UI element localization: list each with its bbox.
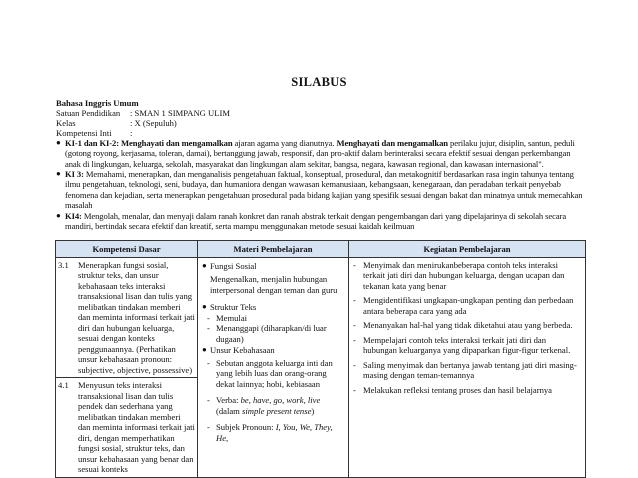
bullet-icon: ●: [56, 138, 61, 147]
verba-tense: simple present tense: [242, 405, 312, 416]
materi-sub-item-verba: - Verba: be, have, go, work, live (dalam simple present tense): [207, 395, 321, 416]
verba-italic: be, have, go, work, live: [240, 395, 321, 406]
ki-item-1: [56, 138, 586, 169]
subjek-italic: I, You, We, They, He,: [216, 422, 333, 443]
meta-label: Kelas: [56, 118, 76, 128]
materi-struktur-teks: [202, 302, 345, 312]
kd-text: Menerapkan fungsi sosial, struktur teks, dan unsur kebahasaan teks interaksi transaksional lisan dan tulis yang melibatkan tindakan memberi dan meminta informasi terkait jati diri dan hubungan keluarga, sesuai dengan konteks penggunaannya. (Perhatikan unsur kebahasaan pronoun: subjective, objective, possessive): [78, 260, 195, 375]
kd-item-3-1: [56, 258, 197, 378]
materi-sub-item: - Menanggapi (diharapkan/di luar dugaan): [207, 323, 345, 344]
bullet-icon: ●: [202, 302, 207, 312]
table-header-row: [56, 241, 586, 258]
verba-end: ): [311, 405, 315, 416]
ki-text: perilaku jujur, disiplin, santun, peduli (gotong royong, kerjasama, toleran, damai), bertanggung jawab, responsif, dan pro-aktif dalam berinteraksi secara efektif sesuai dengan perkembangan anak di lingkungan, keluarga, sekolah, masyarakat dan lingkungan alam sekitar, bangsa, negara, kawasan regional, dan kawasan internasional".: [65, 138, 575, 169]
kegiatan-text: Menyimak dan menirukanbeberapa contoh teks interaksi terkait jati diri dan hubungan keluarga, dengan ucapan dan tekanan kata yang benar: [363, 260, 565, 291]
meta-label: Satuan Pendidikan: [56, 108, 121, 118]
kegiatan-text: Mengidentifikasi ungkapan-ungkapan penting dan perbedaan antara beberapa cara yang ada: [363, 295, 574, 316]
ki-bold: KI 3:: [65, 169, 84, 179]
materi-heading: Fungsi Sosial: [210, 261, 257, 271]
meta-row-satuan: [56, 108, 230, 118]
materi-sub-text: Menanggapi (diharapkan/di luar dugaan): [216, 323, 327, 344]
kegiatan-text: Melakukan refleksi tentang proses dan hasil belajarnya: [363, 384, 552, 395]
kd-number: 3.1: [58, 260, 69, 270]
kegiatan-item: - Saling menyimak dan bertanya jawab tentang jati diri masing-masing dengan teman-temannya: [353, 360, 581, 381]
verba-text: (dalam: [216, 405, 243, 416]
meta-value: : X (Sepuluh): [130, 118, 177, 128]
kegiatan-item: - Mempelajari contoh teks interaksi terkait jati diri dan hubungan keluarganya yang dipaparkan figur-figur terkenal.: [353, 335, 581, 356]
materi-unsur-kebahasaan: [202, 345, 345, 355]
materi-sub-text: Memulai: [216, 312, 248, 323]
kd-cell: [56, 258, 198, 478]
kegiatan-item: - Mengidentifikasi ungkapan-ungkapan penting dan perbedaan antara beberapa cara yang ada: [353, 295, 581, 316]
header-kegiatan-pembelajaran: Kegiatan Pembelajaran: [349, 241, 586, 258]
materi-fungsi-sosial: [202, 261, 345, 271]
kd-number: 4.1: [58, 380, 69, 391]
subject-heading: Bahasa Inggris Umum: [56, 98, 139, 108]
ki-bold: KI4:: [65, 211, 82, 221]
syllabus-table: [55, 240, 586, 478]
kd-text: Menyusun teks interaksi transaksional lisan dan tulis pendek dan sederhana yang melibatkan tindakan memberi dan meminta informasi terkait jati diri, dengan memperhatikan fungsi sosial, struktur teks, dan unsur kebahasaan yang benar dan sesuai konteks: [78, 380, 195, 475]
meta-label: Kompetensi Inti: [56, 128, 112, 138]
bullet-icon: ●: [202, 345, 207, 355]
kegiatan-text: Saling menyimak dan bertanya jawab tentang jati diri masing-masing dengan teman-temannya: [363, 359, 577, 381]
verba-label: Verba:: [216, 395, 241, 406]
bullet-icon: ●: [56, 169, 61, 178]
meta-row-kompetensi-inti: [56, 128, 132, 138]
table-row: [56, 258, 586, 478]
kegiatan-cell: [349, 258, 586, 478]
materi-sub-text: Sebutan anggota keluarga inti dan yang lebih luas dan orang-orang dekat lainnya; hobi, kebiasaan: [216, 357, 333, 389]
materi-heading: Struktur Teks: [210, 302, 257, 313]
ki-item-4: [56, 211, 586, 232]
page-title: SILABUS: [291, 75, 347, 89]
ki-text: Memahami, menerapkan, dan menganalisis pengetahuan faktual, konseptual, prosedural, dan metakognitif berdasarkan rasa ingin tahunya tentang ilmu pengetahuan, teknologi, seni, budaya, dan humaniora dengan wawasan kemanusiaan, kebangsaan, kenegaraan, dan peradaban terkait penyebab fenomena dan kejadian, serta menerapkan pengetahuan prosedural pada bidang kajian yang spesifik sesuai dengan bakat dan minatnya untuk memecahkan masalah: [65, 169, 583, 211]
materi-sub-item: - Sebutan anggota keluarga inti dan yang lebih luas dan orang-orang dekat lainnya; hobi, kebiasaan: [207, 358, 345, 389]
header-materi-pembelajaran: Materi Pembelajaran: [198, 241, 349, 258]
materi-cell: [198, 258, 349, 478]
bullet-icon: ●: [202, 261, 207, 270]
kegiatan-item: - Menanyakan hal-hal yang tidak diketahui atau yang berbeda.: [353, 320, 573, 331]
ki-bold: KI-1 dan KI-2: Menghayati dan mengamalkan: [65, 138, 233, 148]
materi-heading: Unsur Kebahasaan: [210, 345, 275, 356]
bullet-icon: ●: [56, 211, 61, 220]
materi-sub-item: - Memulai: [207, 312, 248, 323]
kegiatan-text: Menanyakan hal-hal yang tidak diketahui atau yang berbeda.: [363, 320, 573, 331]
meta-value: : SMAN 1 SIMPANG ULIM: [130, 108, 230, 118]
header-kompetensi-dasar: Kompetensi Dasar: [56, 241, 198, 258]
materi-sub-item-subjek: - Subjek Pronoun: I, You, We, They, He,: [207, 422, 333, 443]
meta-row-kelas: [56, 118, 177, 128]
meta-value: :: [130, 128, 133, 138]
kd-item-4-1: [56, 378, 197, 476]
ki-item-3: [56, 169, 586, 211]
kegiatan-text: Mempelajari contoh teks interaksi terkait jati diri dan hubungan keluarganya yang dipaparkan figur-figur terkenal.: [363, 334, 571, 356]
ki-text: Mengolah, menalar, dan menyaji dalam ranah konkret dan ranah abstrak terkait dengan pengembangan dari yang dipelajarinya di sekolah secara mandiri, bertindak secara efektif dan kreatif, serta mampu menggunakan metode sesuai kaidah keilmuan: [65, 211, 567, 232]
materi-fungsi-text: Mengenalkan, menjalin hubungan interpersonal dengan teman dan guru: [210, 274, 338, 295]
kegiatan-item: - Melakukan refleksi tentang proses dan hasil belajarnya: [353, 384, 552, 395]
ki-text: ajaran agama yang dianutnya.: [232, 138, 337, 148]
ki-bold: Menghayati dan mengamalkan: [336, 138, 448, 148]
kegiatan-item: - Menyimak dan menirukanbeberapa contoh teks interaksi terkait jati diri dan hubungan keluarga, dengan ucapan dan tekanan kata yang benar: [353, 260, 581, 291]
subjek-label: Subjek Pronoun:: [216, 422, 276, 433]
